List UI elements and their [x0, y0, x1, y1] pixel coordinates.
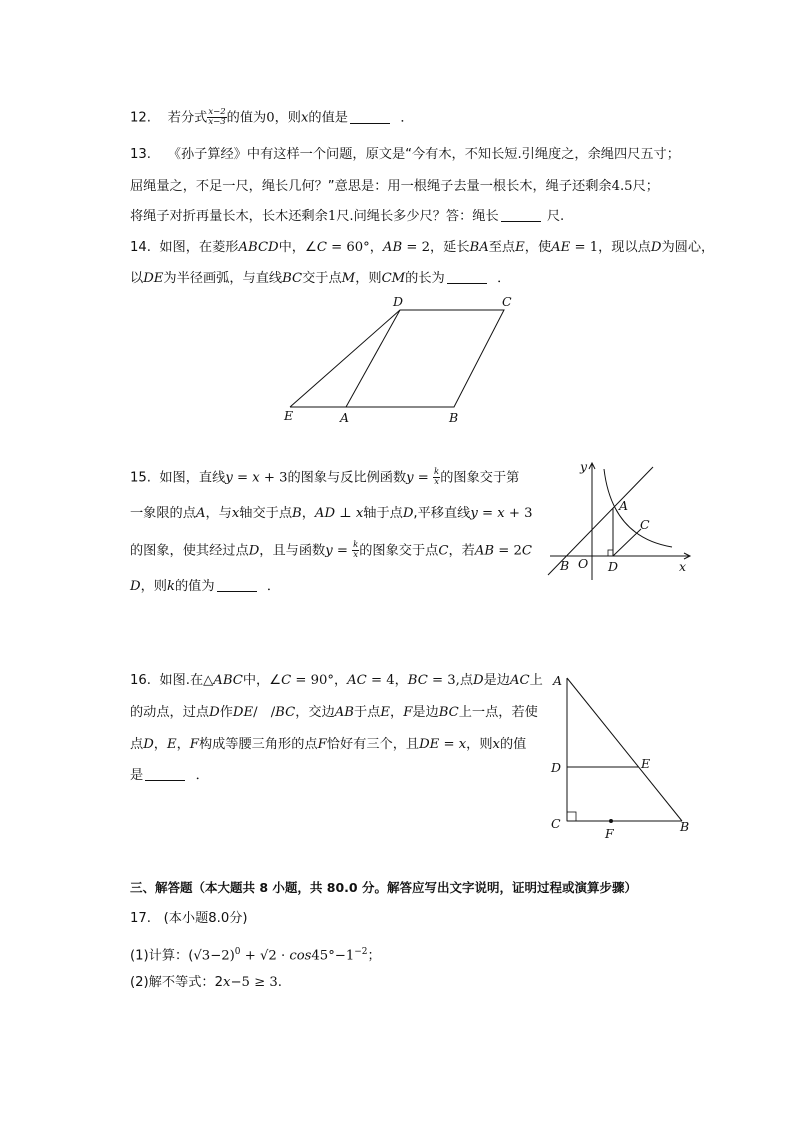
- question-13-line-2: 屈绳量之，不足一尺，绳长几何？”意思是：用一根绳子去量一根长木，绳子还剩余4.5尺；: [130, 179, 659, 194]
- label-B: B: [680, 819, 690, 834]
- question-15-line-2: 一象限的点A，与x轴交于点B，AD ⊥ x轴于点D,平移直线y = x + 3: [130, 506, 533, 521]
- rhombus-figure: [270, 290, 520, 430]
- question-16-line-1: 16. 如图.在△ABC中，∠C = 90°，AC = 4，BC = 3,点D是边AC上: [130, 673, 543, 688]
- label-A: A: [340, 410, 350, 425]
- label-x: x: [679, 559, 687, 574]
- question-14-line-1: 14. 如图，在菱形ABCD中，∠C = 60°，AB = 2，延长BA至点E，使AE = 1，现以点D为圆心，: [130, 240, 715, 255]
- label-D: D: [551, 760, 562, 775]
- question-16-line-2: 的动点，过点D作DE/ /BC，交边AB于点E，F是边BC上一点，若使: [130, 705, 538, 720]
- question-13-line-3: 将绳子对折再量长木，长木还剩余1尺.问绳长多少尺？答：绳长 尺.: [130, 209, 565, 224]
- label-B: B: [560, 558, 570, 573]
- section-3-heading: 三、解答题（本大题共 8 小题，共 80.0 分。解答应写出文字说明，证明过程或演算步骤）: [130, 880, 637, 895]
- question-16-line-4: 是 ．: [130, 768, 209, 783]
- question-16-line-3: 点D，E，F构成等腰三角形的点F恰好有三个，且DE = x，则x的值: [130, 737, 527, 752]
- answer-blank[interactable]: [447, 271, 487, 284]
- triangle-figure: [545, 668, 705, 848]
- answer-blank[interactable]: [145, 768, 185, 781]
- fraction: $\frac{k}{x}$: [434, 467, 440, 487]
- label-D: D: [608, 559, 619, 574]
- label-E: E: [641, 756, 651, 771]
- answer-blank[interactable]: [217, 579, 257, 592]
- label-C: C: [640, 517, 650, 532]
- question-17-header: 17. (本小题8.0分): [130, 911, 248, 926]
- question-15-line-4: D，则k的值为 ．: [130, 579, 281, 594]
- answer-blank[interactable]: [501, 209, 541, 222]
- question-17-part-2: (2)解不等式：2x−5 ≥ 3.: [130, 975, 282, 990]
- question-14-line-2: 以DE为半径画弧，与直线BC交于点M，则CM的长为 ．: [130, 271, 511, 286]
- question-13-line-1: 13. 《孙子算经》中有这样一个问题，原文是“今有木，不知长短.引绳度之，余绳四尺五寸；: [130, 147, 680, 162]
- fraction: $\frac{x-2}{x-3}$: [208, 107, 226, 127]
- label-C: C: [551, 816, 561, 831]
- label-A: A: [619, 498, 629, 513]
- label-y: y: [580, 459, 588, 474]
- question-17-part-1: (1)计算：$(√3-2)^0 + √2 \cdot \cos 45^\circ-1^{-2}$；: [130, 947, 381, 964]
- question-15-line-1: 15. 如图，直线y = x + 3的图象与反比例函数y = $\frac{k}{x}$ 的图象交于第: [130, 467, 520, 487]
- label-O: O: [578, 556, 589, 571]
- label-D: D: [393, 294, 404, 309]
- label-C: C: [502, 294, 512, 309]
- question-12: 12. 若分式 $\frac{x-2}{x-3}$ 的值为0，则x的值是 ．: [130, 107, 414, 127]
- graph-figure: [540, 455, 700, 580]
- label-E: E: [284, 408, 294, 423]
- label-B: B: [449, 410, 459, 425]
- answer-blank[interactable]: [350, 111, 390, 124]
- fraction: $\frac{k}{x}$: [353, 540, 359, 560]
- question-15-line-3: 的图象，使其经过点D，且与函数y = $\frac{k}{x}$ 的图象交于点C，若AB = 2C: [130, 540, 532, 560]
- label-F: F: [605, 826, 614, 841]
- label-A: A: [553, 673, 563, 688]
